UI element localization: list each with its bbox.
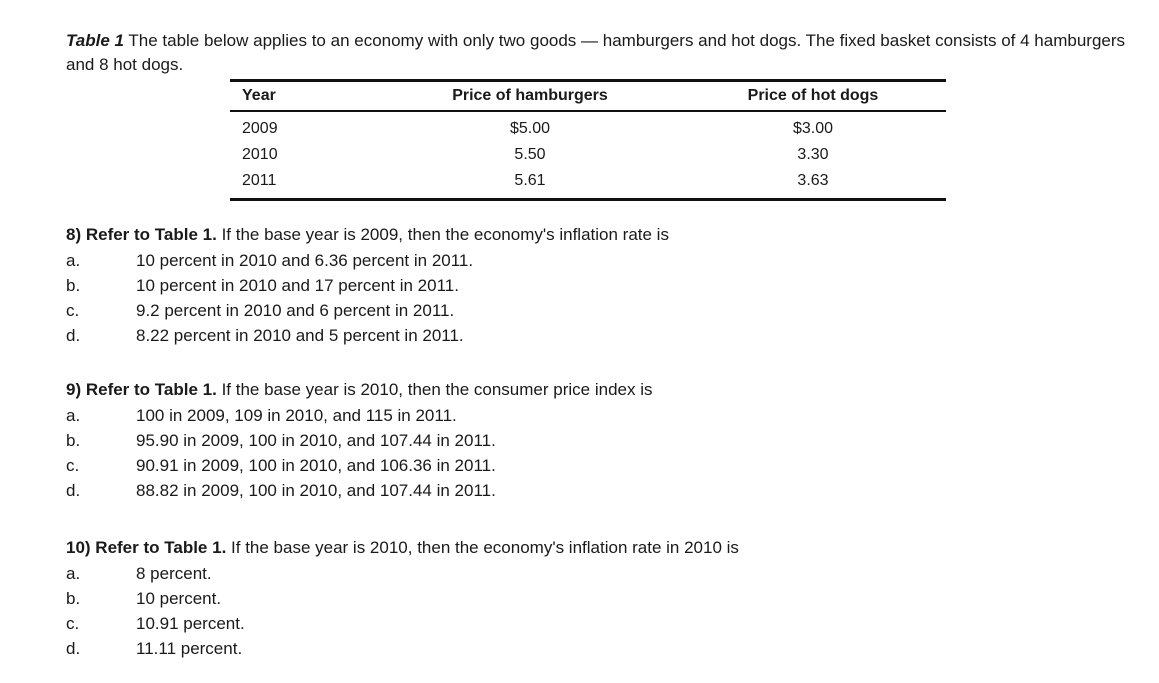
answer-option-a[interactable]: a. 10 percent in 2010 and 6.36 percent in 2011. (66, 251, 474, 270)
price-table (230, 79, 946, 201)
cell-hamburger-price: 5.50 (514, 146, 546, 163)
cell-year: 2009 (242, 120, 278, 137)
table-body (230, 112, 946, 198)
table-row (230, 142, 946, 168)
header-hamburger-price: Price of hamburgers (452, 87, 608, 104)
table-description: The table below applies to an economy with only two goods — hamburgers and hot dogs. The fixed basket consists of 4 hamburgers and 8 hot dogs. (66, 31, 1126, 74)
cell-hamburger-price: 5.61 (514, 172, 546, 189)
cell-year: 2010 (242, 146, 278, 163)
question-number: 8) Refer to Table 1. (66, 225, 217, 244)
cell-hotdog-price: 3.63 (797, 172, 829, 189)
table-row (230, 168, 946, 194)
question-text: If the base year is 2010, then the consumer price index is (216, 380, 653, 399)
question-number: 10) Refer to Table 1. (66, 538, 227, 557)
question-stem (66, 535, 739, 561)
question-number: 9) Refer to Table 1. (66, 380, 217, 399)
answer-option-b[interactable]: b. 10 percent in 2010 and 17 percent in 2011. (66, 276, 459, 295)
table-row (230, 116, 946, 142)
answer-option-c[interactable]: c. 9.2 percent in 2010 and 6 percent in 2011. (66, 301, 455, 320)
answer-option-d[interactable]: d. 8.22 percent in 2010 and 5 percent in 2011. (66, 326, 464, 345)
table-header-row (230, 82, 946, 112)
table-caption (66, 29, 1146, 77)
answer-option-c[interactable]: c. 90.91 in 2009, 100 in 2010, and 106.36 in 2011. (66, 456, 496, 475)
cell-hotdog-price: 3.30 (797, 146, 829, 163)
question-text: If the base year is 2009, then the economy's inflation rate is (216, 225, 669, 244)
answer-option-d[interactable]: d. 11.11 percent. (66, 639, 243, 658)
cell-hamburger-price: $5.00 (509, 120, 551, 137)
question-8 (66, 222, 669, 348)
table-label: Table 1 (66, 31, 124, 50)
answer-option-c[interactable]: c. 10.91 percent. (66, 614, 245, 633)
cell-hotdog-price: $3.00 (792, 120, 834, 137)
answer-option-d[interactable]: d. 88.82 in 2009, 100 in 2010, and 107.44 in 2011. (66, 481, 496, 500)
answer-option-a[interactable]: a. 100 in 2009, 109 in 2010, and 115 in 2011. (66, 406, 457, 425)
question-text: If the base year is 2010, then the economy's inflation rate in 2010 is (226, 538, 739, 557)
answer-option-a[interactable]: a. 8 percent. (66, 564, 212, 583)
header-year: Year (242, 87, 276, 104)
question-stem (66, 377, 652, 403)
cell-year: 2011 (242, 172, 277, 189)
answer-option-b[interactable]: b. 95.90 in 2009, 100 in 2010, and 107.44 in 2011. (66, 431, 496, 450)
question-10 (66, 535, 739, 661)
header-hotdog-price: Price of hot dogs (747, 87, 879, 104)
answer-option-b[interactable]: b. 10 percent. (66, 589, 222, 608)
question-9 (66, 377, 652, 503)
question-stem (66, 222, 669, 248)
